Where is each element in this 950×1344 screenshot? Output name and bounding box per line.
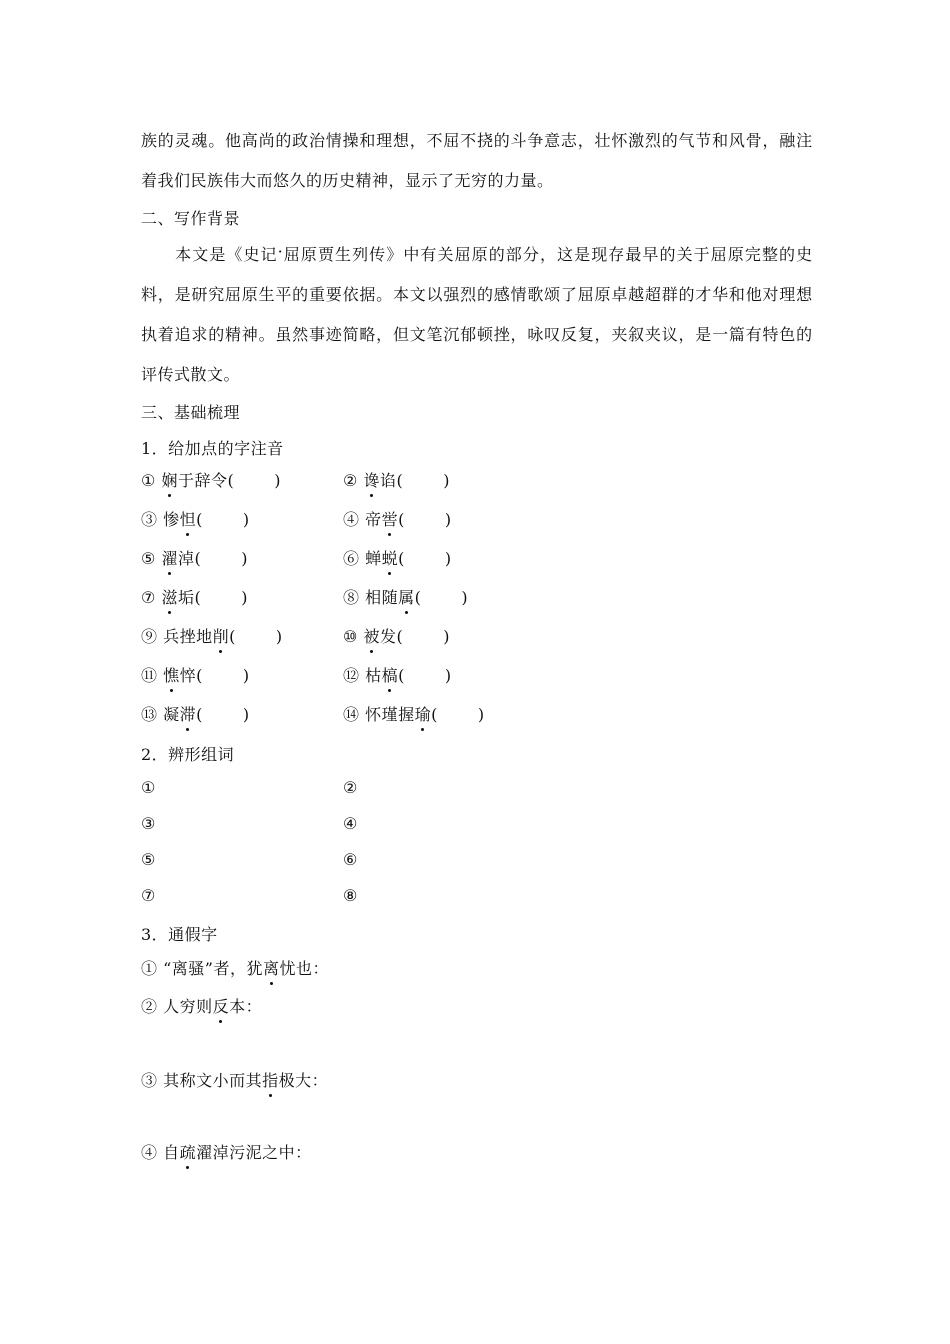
- word-forming-item: ①: [141, 778, 156, 797]
- answer-blank: ( ): [431, 705, 485, 724]
- emphasis-dotted-char: 娴: [161, 468, 178, 491]
- pronunciation-item: ② 谗谄: [343, 471, 396, 490]
- interchangeable-char-item: ② 人穷则反本：: [141, 997, 262, 1016]
- emphasis-dotted-char: 憔: [163, 663, 180, 686]
- pronunciation-item: ⑨ 兵挫地削: [141, 627, 229, 646]
- pronunciation-item: ⑧ 相随属: [343, 588, 415, 607]
- emphasis-dotted-char: 怛: [180, 507, 197, 530]
- emphasis-dotted-char: 谗: [363, 468, 380, 491]
- emphasis-dotted-char: 削: [213, 624, 230, 647]
- emphasis-dotted-char: 滞: [180, 702, 197, 725]
- answer-blank: ( ): [196, 510, 250, 529]
- emphasis-dotted-char: 反: [213, 994, 230, 1017]
- interchangeable-char-item: ④ 自疏濯淖污泥之中：: [141, 1143, 312, 1162]
- pronunciation-item: ③ 惨怛: [141, 510, 196, 529]
- pronunciation-row: [141, 546, 813, 570]
- answer-blank: ( ): [196, 705, 250, 724]
- emphasis-dotted-char: 离: [263, 956, 280, 979]
- pronunciation-row: [141, 663, 813, 687]
- word-forming-item: ④: [343, 814, 358, 833]
- pronunciation-item: ④ 帝喾: [343, 510, 398, 529]
- pronunciation-item: ⑩ 被发: [343, 627, 396, 646]
- background-line-4: 评传式散文。: [141, 365, 241, 384]
- emphasis-dotted-char: 滋: [161, 585, 178, 608]
- answer-blank: ( ): [414, 588, 469, 607]
- answer-blank: ( ): [396, 627, 450, 646]
- word-forming-item: ⑥: [343, 850, 358, 869]
- answer-blank: ( ): [398, 666, 452, 685]
- emphasis-dotted-char: 属: [398, 585, 415, 608]
- background-line-3: 执 着 追 求 的 精 神 。 虽 然 事 迹 简 略 ， 但 文 笔 沉 郁 顿 挫 ， 咏 叹 反 复 ， 夹 叙 夹 议 ， 是 一 篇 有 特 色 的: [141, 325, 813, 344]
- interchangeable-char-item: ① “离骚”者，犹离忧也：: [141, 959, 329, 978]
- pronunciation-item: ⑦ 滋垢: [141, 588, 194, 607]
- answer-blank: ( ): [396, 471, 450, 490]
- word-forming-row: [141, 850, 813, 874]
- background-line-1: 本 文 是 《 史 记 · 屈 原 贾 生 列 传 》 中 有 关 屈 原 的 部 分 ， 这 是 现 存 最 早 的 关 于 屈 原 完 整 的 史: [175, 242, 813, 264]
- word-forming-row: [141, 778, 813, 802]
- pronunciation-item: ⑭ 怀瑾握瑜: [343, 705, 431, 724]
- emphasis-dotted-char: 濯: [161, 546, 178, 569]
- question-1-title: 1．给加点的字注音: [141, 439, 284, 458]
- question-3-title: 3．通假字: [141, 925, 218, 944]
- word-forming-row: [141, 814, 813, 838]
- emphasis-dotted-char: 疏: [180, 1140, 197, 1163]
- answer-blank: ( ): [398, 510, 452, 529]
- interchangeable-char-item: ③ 其称文小而其指极大：: [141, 1071, 328, 1090]
- interchangeable-char-row: [141, 1068, 813, 1091]
- answer-blank: ( ): [194, 549, 248, 568]
- answer-blank: ( ): [398, 549, 452, 568]
- emphasis-dotted-char: 瑜: [415, 702, 432, 725]
- emphasis-dotted-char: 蜕: [382, 546, 399, 569]
- answer-blank: ( ): [227, 471, 281, 490]
- pronunciation-row: [141, 585, 813, 609]
- word-forming-item: ⑤: [141, 850, 156, 869]
- pronunciation-item: ① 娴于辞令: [141, 471, 227, 490]
- interchangeable-char-row: [141, 1140, 813, 1163]
- word-forming-item: ⑧: [343, 886, 358, 905]
- word-forming-item: ⑦: [141, 886, 156, 905]
- emphasis-dotted-char: 被: [363, 624, 380, 647]
- word-forming-row: [141, 886, 813, 910]
- background-line-2: 料 ， 是 研 究 屈 原 生 平 的 重 要 依 据 。 本 文 以 强 烈 的 感 情 歌 颂 了 屈 原 卓 越 超 群 的 才 华 和 他 对 理 想: [141, 285, 813, 304]
- emphasis-dotted-char: 槁: [382, 663, 399, 686]
- word-forming-item: ③: [141, 814, 156, 833]
- answer-blank: ( ): [229, 627, 283, 646]
- pronunciation-item: ⑫ 枯槁: [343, 666, 398, 685]
- interchangeable-char-row: [141, 956, 813, 979]
- intro-line-2: 着我们民族伟大而悠久的历史精神，显示了无穷的力量。: [141, 171, 554, 190]
- pronunciation-row: [141, 507, 813, 531]
- intro-line-1: 族 的 灵 魂 。 他 高 尚 的 政 治 情 操 和 理 想 ， 不 屈 不 挠 的 斗 争 意 志 ， 壮 怀 激 烈 的 气 节 和 风 骨 ， 融 注: [141, 131, 813, 150]
- pronunciation-row: [141, 624, 813, 648]
- pronunciation-row: [141, 702, 813, 726]
- pronunciation-item: ⑬ 凝滞: [141, 705, 196, 724]
- interchangeable-char-row: [141, 994, 813, 1017]
- answer-blank: ( ): [194, 588, 248, 607]
- emphasis-dotted-char: 喾: [382, 507, 399, 530]
- question-2-title: 2．辨形组词: [141, 745, 235, 764]
- emphasis-dotted-char: 指: [262, 1068, 279, 1091]
- pronunciation-item: ⑥ 蝉蜕: [343, 549, 398, 568]
- pronunciation-row: [141, 468, 813, 492]
- pronunciation-item: ⑤ 濯淖: [141, 549, 194, 568]
- pronunciation-item: ⑪ 憔悴: [141, 666, 196, 685]
- answer-blank: ( ): [196, 666, 250, 685]
- section-heading-basics: 三、基础梳理: [141, 403, 241, 422]
- word-forming-item: ②: [343, 778, 358, 797]
- section-heading-background: 二、写作背景: [141, 209, 241, 228]
